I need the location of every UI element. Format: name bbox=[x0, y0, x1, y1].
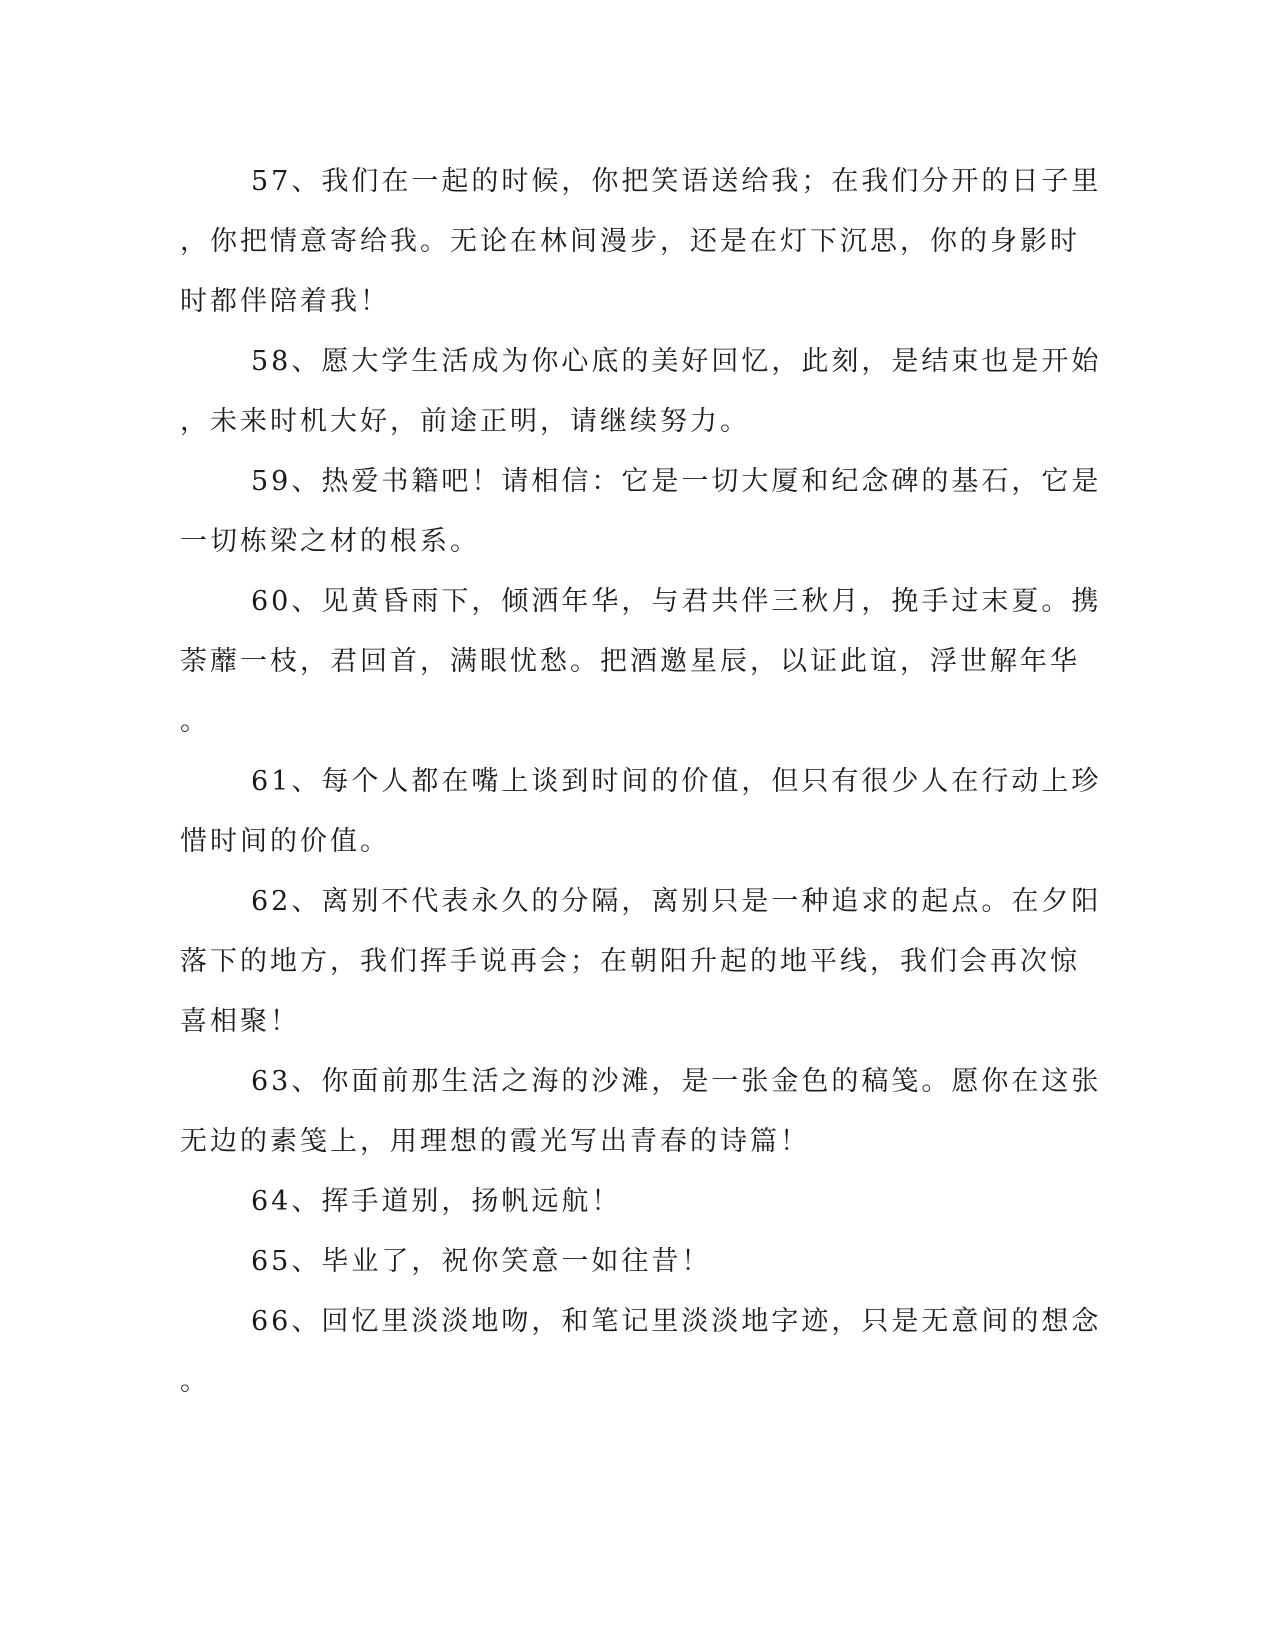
text-line: 时都伴陪着我！ bbox=[180, 286, 390, 317]
text-line: 荼蘼一枝，君回首，满眼忧愁。把酒邀星辰，以证此谊，浮世解年华 bbox=[180, 646, 1080, 677]
text-line: 无边的素笺上，用理想的霞光写出青春的诗篇！ bbox=[180, 1126, 810, 1157]
text-line: 62、离别不代表永久的分隔，离别只是一种追求的起点。在夕阳 bbox=[251, 886, 1102, 917]
text-line: 。 bbox=[180, 706, 210, 737]
text-line: 惜时间的价值。 bbox=[180, 826, 390, 857]
text-line: 。 bbox=[180, 1366, 210, 1397]
text-line: 65、毕业了，祝你笑意一如往昔！ bbox=[251, 1246, 712, 1277]
text-line: 一切栋梁之材的根系。 bbox=[180, 526, 480, 557]
text-line: ，未来时机大好，前途正明，请继续努力。 bbox=[180, 406, 750, 437]
text-line: 59、热爱书籍吧！请相信：它是一切大厦和纪念碑的基石，它是 bbox=[251, 466, 1102, 497]
text-line: 61、每个人都在嘴上谈到时间的价值，但只有很少人在行动上珍 bbox=[251, 766, 1102, 797]
text-line: 喜相聚！ bbox=[180, 1006, 300, 1037]
text-line: 66、回忆里淡淡地吻，和笔记里淡淡地字迹，只是无意间的想念 bbox=[251, 1306, 1102, 1337]
text-line: 60、见黄昏雨下，倾洒年华，与君共伴三秋月，挽手过末夏。携 bbox=[251, 586, 1102, 617]
text-line: 58、愿大学生活成为你心底的美好回忆，此刻，是结束也是开始 bbox=[251, 346, 1102, 377]
text-line: ，你把情意寄给我。无论在林间漫步，还是在灯下沉思，你的身影时 bbox=[180, 226, 1080, 257]
document-body bbox=[180, 152, 1102, 1412]
text-line: 落下的地方，我们挥手说再会；在朝阳升起的地平线，我们会再次惊 bbox=[180, 946, 1080, 977]
text-line: 64、挥手道别，扬帆远航！ bbox=[251, 1186, 622, 1217]
text-line: 57、我们在一起的时候，你把笑语送给我；在我们分开的日子里 bbox=[251, 166, 1102, 197]
text-line: 63、你面前那生活之海的沙滩，是一张金色的稿笺。愿你在这张 bbox=[251, 1066, 1102, 1097]
